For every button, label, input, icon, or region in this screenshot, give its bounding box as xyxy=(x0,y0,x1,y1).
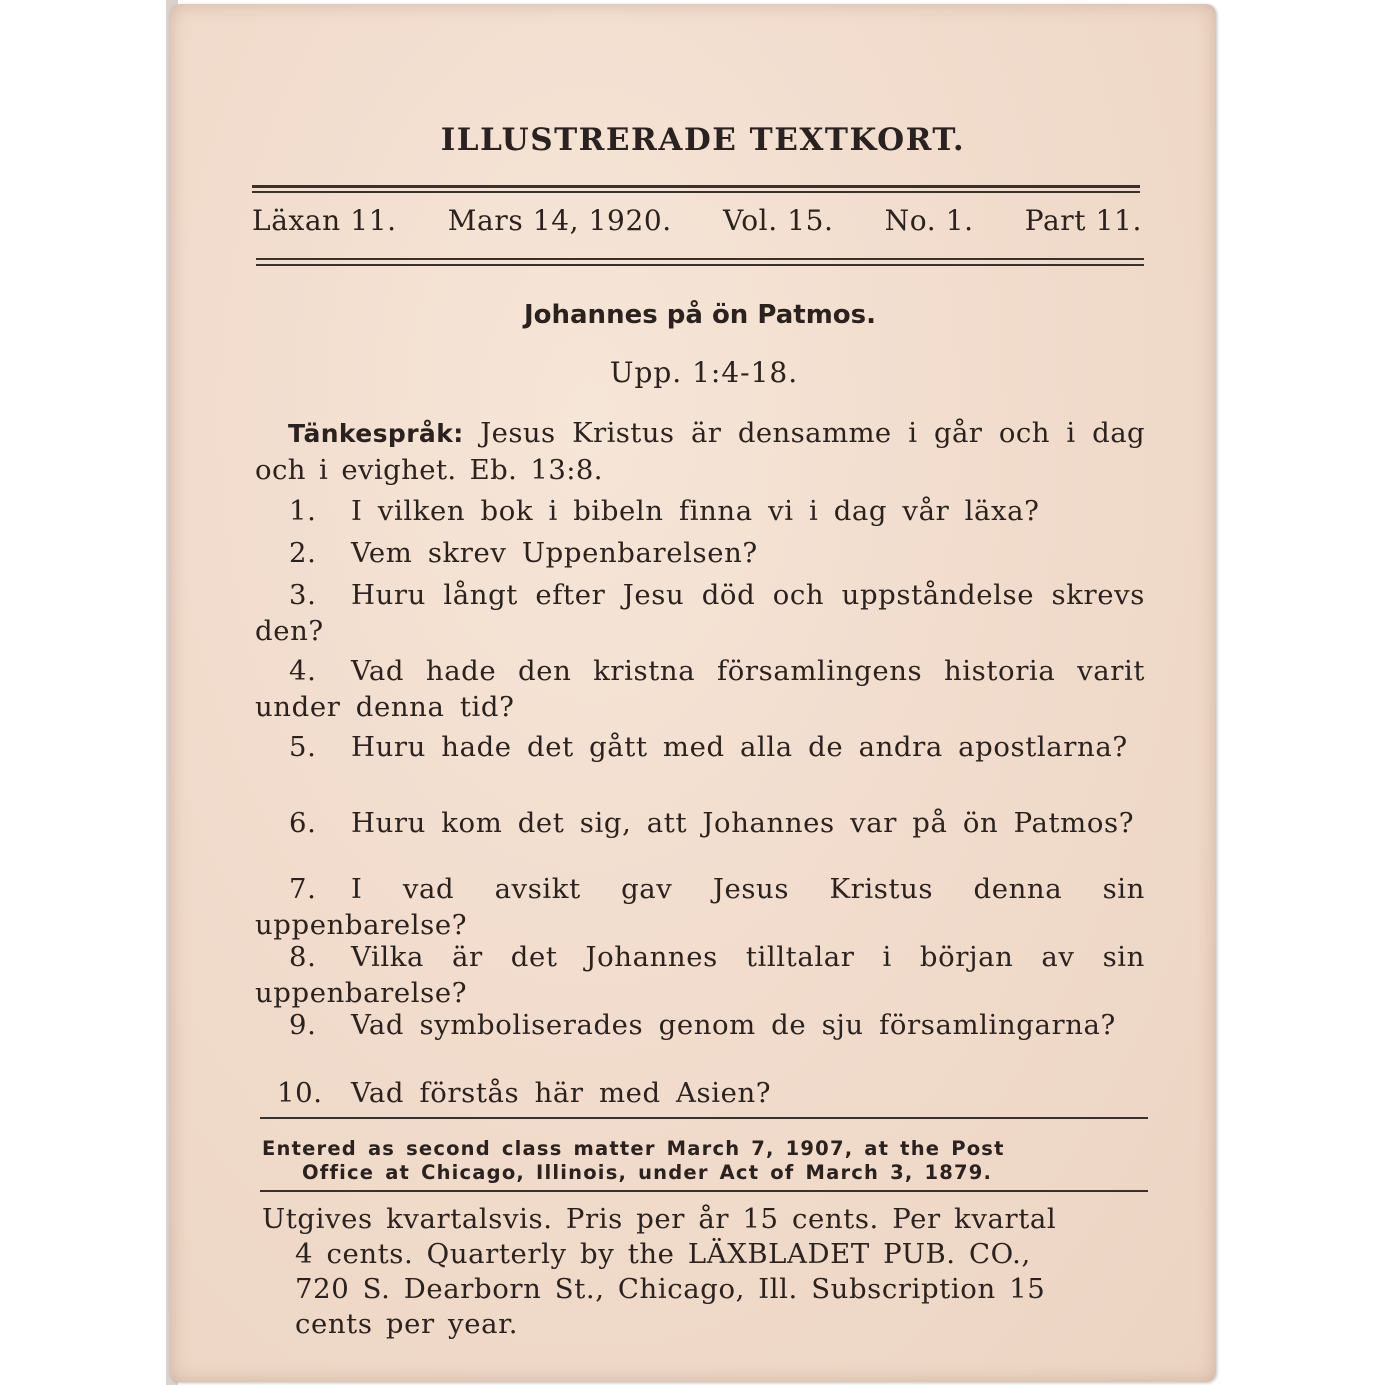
question-number: 4. xyxy=(289,655,317,687)
question-text: Vad hade den kristna församlingens historia varit under denna tid? xyxy=(255,655,1145,723)
lesson-title: Johannes på ön Patmos. xyxy=(523,300,877,330)
card-title: ILLUSTRERADE TEXTKORT. xyxy=(440,122,966,158)
issue-meta-line xyxy=(252,204,1142,237)
question-text: Vad förstås här med Asien? xyxy=(351,1077,772,1109)
publisher-line-1: Utgives kvartalsvis. Pris per år 15 cents. Per kvartal xyxy=(262,1203,1057,1235)
motto-paragraph xyxy=(255,415,1145,488)
postal-entry-line-2: Office at Chicago, Illinois, under Act of March 3, 1879. xyxy=(302,1161,993,1184)
top-double-rule-upper xyxy=(252,185,1140,188)
question-text: I vilken bok i bibeln finna vi i dag vår läxa? xyxy=(351,495,1040,527)
postal-entry-line-1: Entered as second class matter March 7, 1907, at the Post xyxy=(262,1137,1005,1160)
motto-label: Tänkespråk: xyxy=(288,419,464,448)
question-item xyxy=(255,653,1145,725)
publisher-line-3: 720 S. Dearborn St., Chicago, Ill. Subscription 15 xyxy=(295,1273,1046,1305)
publisher-line-4: cents per year. xyxy=(295,1308,519,1340)
question-number: 9. xyxy=(289,1009,317,1041)
question-text: Huru kom det sig, att Johannes var på ön Patmos? xyxy=(351,807,1135,839)
question-number: 2. xyxy=(289,537,317,569)
question-number: 8. xyxy=(289,941,317,973)
question-number: 7. xyxy=(289,873,317,905)
publisher-info xyxy=(262,1202,1152,1342)
question-text: Vem skrev Uppenbarelsen? xyxy=(351,537,758,569)
question-text: Huru hade det gått med alla de andra apostlarna? xyxy=(351,731,1128,763)
question-item xyxy=(255,805,1145,841)
text-card xyxy=(170,4,1216,1382)
top-double-rule-lower xyxy=(252,191,1140,193)
question-item xyxy=(255,535,1145,571)
question-item xyxy=(255,729,1145,765)
volume: Vol. 15. xyxy=(722,204,834,237)
footer-rule-upper xyxy=(260,1117,1148,1119)
question-item xyxy=(255,1075,1145,1111)
scripture-reference: Upp. 1:4-18. xyxy=(609,356,799,389)
question-item xyxy=(255,871,1145,943)
question-number: 5. xyxy=(289,731,317,763)
question-number: 1. xyxy=(289,495,317,527)
question-number: 6. xyxy=(289,807,317,839)
lesson-number: Läxan 11. xyxy=(252,204,397,237)
postal-entry-notice xyxy=(262,1137,1152,1185)
footer-rule-lower xyxy=(260,1190,1148,1192)
question-item xyxy=(255,1007,1145,1043)
motto-text: Jesus Kristus är densamme i går och i dag och i evighet. Eb. 13:8. xyxy=(255,417,1145,486)
publisher-line-2: 4 cents. Quarterly by the LÄXBLADET PUB. CO., xyxy=(295,1238,1031,1270)
issue-date: Mars 14, 1920. xyxy=(447,204,672,237)
question-item xyxy=(255,493,1145,529)
question-text: I vad avsikt gav Jesus Kristus denna sin uppenbarelse? xyxy=(255,873,1145,941)
question-number: 10. xyxy=(277,1077,323,1109)
mid-double-rule-upper xyxy=(256,258,1144,260)
question-number: 3. xyxy=(289,579,317,611)
part: Part 11. xyxy=(1024,204,1142,237)
question-text: Vilka är det Johannes tilltalar i början av sin uppenbarelse? xyxy=(255,941,1145,1009)
mid-double-rule-lower xyxy=(256,264,1144,266)
question-text: Vad symboliserades genom de sju församlingarna? xyxy=(351,1009,1116,1041)
question-item xyxy=(255,939,1145,1011)
issue-number: No. 1. xyxy=(884,204,974,237)
question-item xyxy=(255,577,1145,649)
question-text: Huru långt efter Jesu död och uppståndelse skrevs den? xyxy=(255,579,1145,647)
